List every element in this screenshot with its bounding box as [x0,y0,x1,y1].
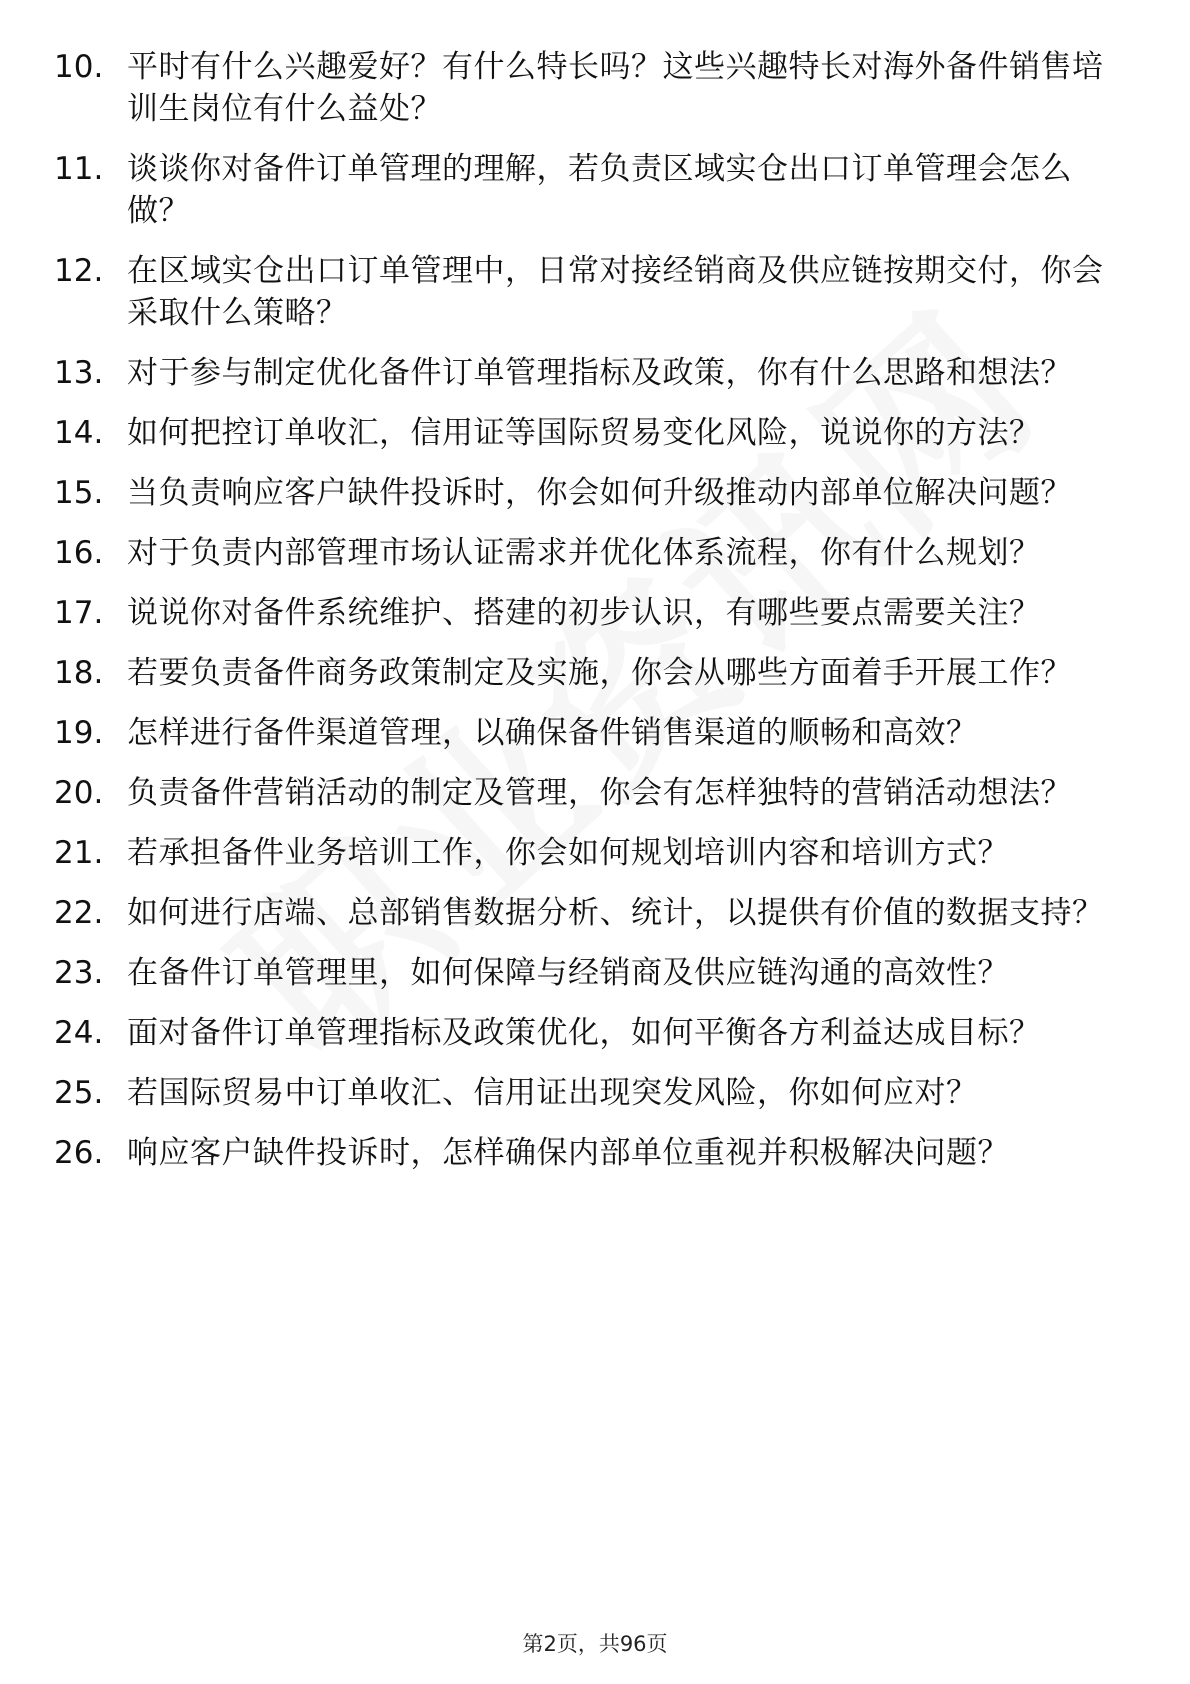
item-number: 12. [54,253,104,289]
item-text: 负责备件营销活动的制定及管理，你会有怎样独特的营销活动想法？ [127,775,1072,811]
item-text: 响应客户缺件投诉时，怎样确保内部单位重视并积极解决问题？ [127,1135,1009,1171]
item-text: 谈谈你对备件订单管理的理解，若负责区域实仓出口订单管理会怎么做？ [127,151,1072,229]
item-text: 对于参与制定优化备件订单管理指标及政策，你有什么思路和想法？ [127,355,1072,391]
item-text: 当负责响应客户缺件投诉时，你会如何升级推动内部单位解决问题？ [127,475,1072,511]
item-number: 20. [54,775,104,811]
list-item [0,712,1190,754]
list-item [0,952,1190,994]
list-item [0,532,1190,574]
item-text: 对于负责内部管理市场认证需求并优化体系流程，你有什么规划？ [127,535,1041,571]
item-number: 14. [54,415,104,451]
item-text: 怎样进行备件渠道管理，以确保备件销售渠道的顺畅和高效？ [127,715,978,751]
item-text: 若要负责备件商务政策制定及实施，你会从哪些方面着手开展工作？ [127,655,1072,691]
list-item [0,1132,1190,1174]
item-number: 13. [54,355,104,391]
list-item [0,1072,1190,1114]
item-number: 17. [54,595,104,631]
item-text: 面对备件订单管理指标及政策优化，如何平衡各方利益达成目标？ [127,1015,1041,1051]
item-number: 19. [54,715,104,751]
item-number: 18. [54,655,104,691]
item-text: 说说你对备件系统维护、搭建的初步认识，有哪些要点需要关注？ [127,595,1041,631]
item-number: 16. [54,535,104,571]
item-text: 如何把控订单收汇，信用证等国际贸易变化风险，说说你的方法？ [127,415,1041,451]
list-item [0,148,1190,232]
item-number: 23. [54,955,104,991]
item-text: 若国际贸易中订单收汇、信用证出现突发风险，你如何应对？ [127,1075,978,1111]
item-number: 11. [54,151,104,187]
list-item [0,832,1190,874]
question-list [0,46,1190,1192]
page-footer: 第2页，共96页 [522,1632,668,1656]
item-text: 在备件订单管理里，如何保障与经销商及供应链沟通的高效性？ [127,955,1009,991]
item-number: 25. [54,1075,104,1111]
item-text: 若承担备件业务培训工作，你会如何规划培训内容和培训方式？ [127,835,1009,871]
item-number: 15. [54,475,104,511]
list-item [0,592,1190,634]
item-number: 22. [54,895,104,931]
list-item [0,412,1190,454]
list-item [0,1012,1190,1054]
list-item [0,472,1190,514]
item-number: 26. [54,1135,104,1171]
list-item [0,772,1190,814]
item-number: 10. [54,49,104,85]
item-number: 24. [54,1015,104,1051]
list-item [0,892,1190,934]
item-text: 如何进行店端、总部销售数据分析、统计，以提供有价值的数据支持？ [127,895,1104,931]
list-item [0,352,1190,394]
item-text: 在区域实仓出口订单管理中，日常对接经销商及供应链按期交付，你会采取什么策略？ [127,253,1104,331]
item-text: 平时有什么兴趣爱好？有什么特长吗？这些兴趣特长对海外备件销售培训生岗位有什么益处？ [127,49,1104,127]
list-item [0,250,1190,334]
list-item [0,46,1190,130]
item-number: 21. [54,835,104,871]
list-item [0,652,1190,694]
